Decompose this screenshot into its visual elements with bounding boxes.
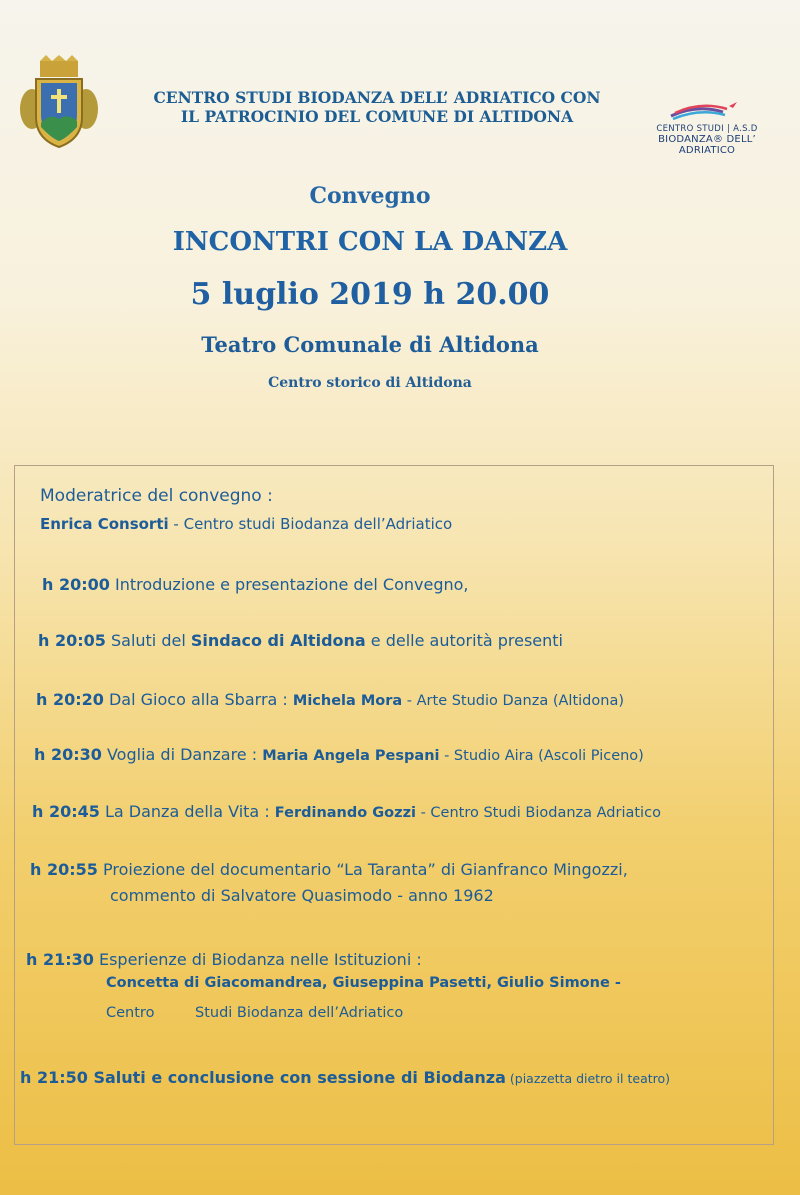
logo-line-1: CENTRO STUDI | A.S.D <box>656 124 758 134</box>
program-speaker: Michela Mora <box>292 693 403 709</box>
program-time: h 21:30 <box>26 950 94 969</box>
biodanza-wave-logo-icon <box>667 100 747 122</box>
program-highlight: Sindaco di Altidona <box>190 631 366 650</box>
event-venue: Teatro Comunale di Altidona <box>201 332 539 357</box>
program-text: Proiezione del documentario “La Taranta” di Gianfranco Mingozzi, <box>97 860 628 879</box>
program-text: La Danza della Vita : <box>99 802 275 821</box>
program-item <box>36 690 624 709</box>
program-affiliation: - Centro Studi Biodanza Adriatico <box>415 805 661 821</box>
program-item <box>30 860 628 879</box>
municipal-crest-icon <box>18 55 100 151</box>
program-text: Esperienze di Biodanza nelle Istituzioni : <box>93 950 422 969</box>
event-label: Convegno <box>309 183 431 209</box>
program-speaker: Ferdinando Gozzi <box>274 805 416 821</box>
program-item <box>34 745 644 764</box>
program-note: (piazzetta dietro il teatro) <box>505 1071 671 1086</box>
program-item <box>32 802 661 821</box>
program-item <box>42 575 469 594</box>
program-time: h 20:30 <box>34 745 102 764</box>
program-affiliation-label: Centro <box>106 1005 155 1021</box>
organizer-header <box>142 88 612 126</box>
program-time: h 20:20 <box>36 690 104 709</box>
program-item-continuation: commento di Salvatore Quasimodo - anno 1962 <box>110 886 494 905</box>
moderator-label: Moderatrice del convegno : <box>40 486 273 506</box>
logo-line-2: BIODANZA® DELL’ ADRIATICO <box>658 134 756 156</box>
program-text: e delle autorità presenti <box>365 631 563 650</box>
program-item <box>20 1068 670 1087</box>
program-speakers: Concetta di Giacomandrea, Giuseppina Pasetti, Giulio Simone - <box>106 975 621 991</box>
moderator-name: Enrica Consorti <box>40 515 169 533</box>
moderator-line <box>40 515 452 533</box>
program-time: h 20:45 <box>32 802 100 821</box>
event-title: INCONTRI CON LA DANZA <box>172 227 568 257</box>
program-text: Dal Gioco alla Sbarra : <box>103 690 293 709</box>
event-location: Centro storico di Altidona <box>268 375 472 391</box>
program-item <box>38 631 563 650</box>
program-time: h 20:55 <box>30 860 98 879</box>
program-closing: Saluti e conclusione con sessione di Biodanza <box>87 1068 506 1087</box>
program-text: Voglia di Danzare : <box>101 745 263 764</box>
event-date: 5 luglio 2019 h 20.00 <box>190 277 550 312</box>
program-time: h 20:00 <box>42 575 110 594</box>
program-item <box>26 950 422 969</box>
program-affiliation: - Arte Studio Danza (Altidona) <box>402 693 624 709</box>
organizer-line-1: CENTRO STUDI BIODANZA DELL’ ADRIATICO CON <box>153 88 601 107</box>
moderator-affiliation: - Centro studi Biodanza dell’Adriatico <box>168 515 453 533</box>
program-time: h 21:50 <box>20 1068 88 1087</box>
program-text: Introduzione e presentazione del Convegno, <box>109 575 469 594</box>
program-text: Saluti del <box>105 631 191 650</box>
program-speaker: Maria Angela Pespani <box>262 748 440 764</box>
program-time: h 20:05 <box>38 631 106 650</box>
biodanza-logo <box>632 100 782 165</box>
program-affiliation: - Studio Aira (Ascoli Piceno) <box>439 748 644 764</box>
program-affiliation: Studi Biodanza dell’Adriatico <box>195 1005 404 1021</box>
organizer-line-2: IL PATROCINIO DEL COMUNE DI ALTIDONA <box>180 107 574 126</box>
